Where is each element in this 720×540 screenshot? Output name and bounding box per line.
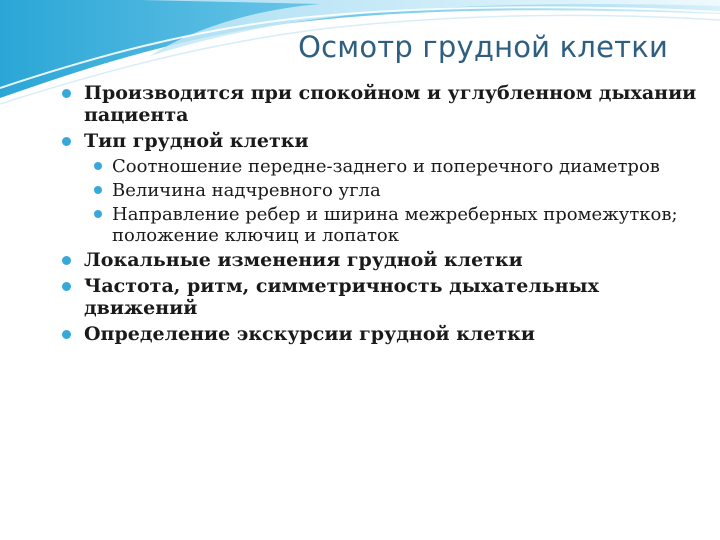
bullet-dot-icon <box>94 186 102 194</box>
bullet-item <box>60 82 700 126</box>
bullet-dot-icon <box>94 162 102 170</box>
sub-bullet-item <box>60 180 700 201</box>
bullet-dot-icon <box>62 282 71 291</box>
bullet-dot-icon <box>62 256 71 265</box>
sub-bullet-text: Направление ребер и ширина межреберных промежутков; положение ключиц и лопаток <box>112 204 678 246</box>
sub-bullet-item <box>60 204 700 246</box>
bullet-list <box>60 82 700 349</box>
bullet-dot-icon <box>62 330 71 339</box>
bullet-item <box>60 130 700 152</box>
sub-bullet-item <box>60 156 700 177</box>
bullet-text: Производится при спокойном и углубленном дыхании пациента <box>84 82 697 126</box>
slide-title: Осмотр грудной клетки <box>298 30 668 64</box>
bullet-text: Локальные изменения грудной клетки <box>84 249 523 271</box>
bullet-text: Определение экскурсии грудной клетки <box>84 323 535 345</box>
bullet-item <box>60 249 700 271</box>
bullet-dot-icon <box>94 210 102 218</box>
bullet-text: Тип грудной клетки <box>84 130 309 152</box>
bullet-dot-icon <box>62 89 71 98</box>
sub-bullet-text: Величина надчревного угла <box>112 180 381 201</box>
bullet-text: Частота, ритм, симметричность дыхательных движений <box>84 275 599 319</box>
bullet-item <box>60 275 700 319</box>
sub-bullet-text: Соотношение передне-заднего и поперечного диаметров <box>112 156 660 177</box>
bullet-dot-icon <box>62 137 71 146</box>
bullet-item <box>60 323 700 345</box>
